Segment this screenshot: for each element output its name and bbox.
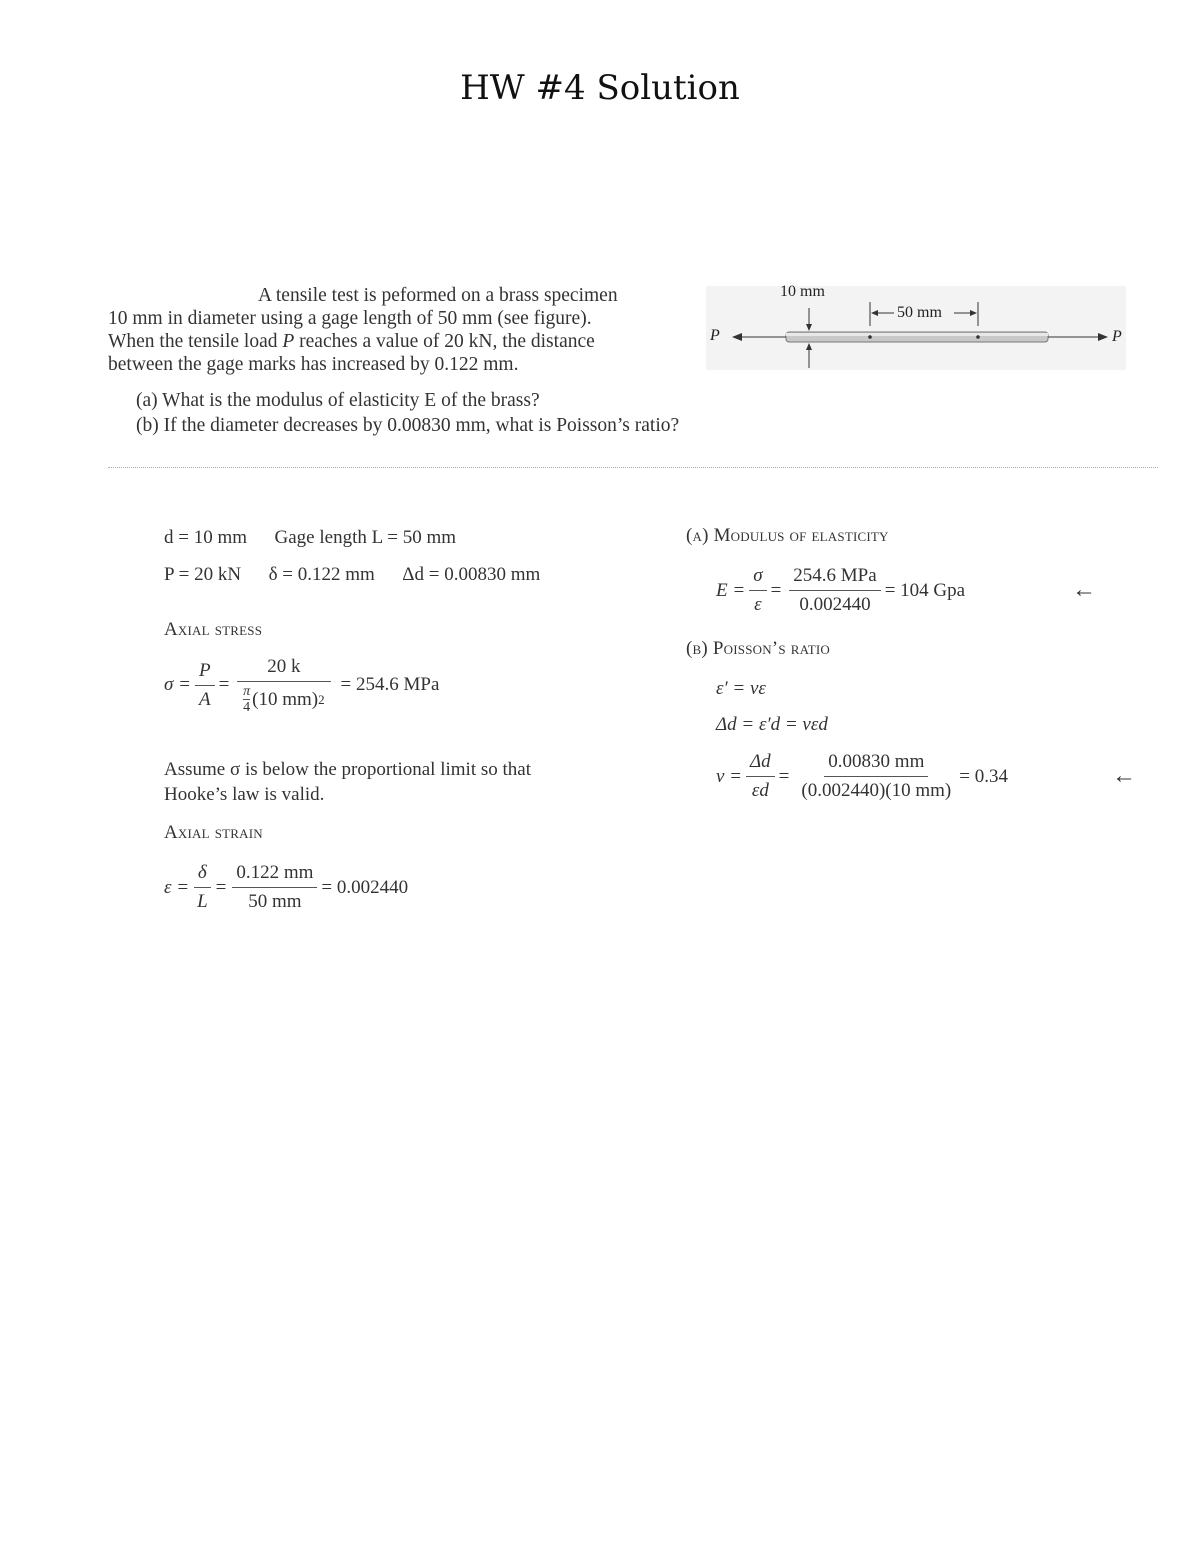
modulus-lhs: E = xyxy=(716,579,746,601)
diameter-label: 10 mm xyxy=(780,283,825,300)
given-row-1 xyxy=(164,527,456,549)
modulus-fraction-1: $\frac{\sigma}{\varepsilon}$ xyxy=(749,564,766,617)
stress-fraction-2: 20 k π 4 (10 mm) 2 xyxy=(237,655,330,715)
axial-strain-equation: ε = $\frac{\delta}{L}$ = $\frac{0.122 mm}{50 mm}$ = 0.002440 xyxy=(164,862,409,912)
stress-lhs: σ = xyxy=(164,674,191,695)
part-a-heading: (a) Modulus of elasticity xyxy=(686,525,889,546)
question-a: (a) What is the modulus of elasticity E of the brass? xyxy=(136,390,540,411)
answer-arrow-icon: ← xyxy=(1112,763,1136,789)
gage-mark-right xyxy=(976,335,980,339)
poisson-fraction-2: $\frac{0.00830 mm}{(0.002440)(10 mm)}$ xyxy=(801,751,952,801)
poisson-lhs: ν = xyxy=(716,765,743,787)
modulus-result: = 104 Gpa xyxy=(884,579,966,601)
section-divider xyxy=(108,467,1158,468)
specimen-figure xyxy=(706,280,1126,370)
answer-arrow-icon: ← xyxy=(1072,577,1096,603)
poisson-relation-2: Δd = ε′d = νεd xyxy=(716,714,828,735)
given-load: P = 20 kN xyxy=(164,564,242,585)
given-diameter: d = 10 mm xyxy=(164,527,248,548)
stress-fraction-1: $\frac{P}{A}$ xyxy=(195,659,215,712)
part-b-equation: ν = $\frac{\Delta d}{\varepsilon d}$ = $\frac{0.00830 mm}{(0.002440)(10 mm)}$ = 0.34 ← xyxy=(716,751,1136,801)
questions xyxy=(136,389,836,437)
poisson-result: = 0.34 xyxy=(959,765,1008,787)
assumption-note: Assume σ is below the proportional limit so that Hooke’s law is valid. xyxy=(164,759,531,805)
given-gage-length: Gage length L = 50 mm xyxy=(274,527,457,548)
stress-result: = 254.6 MPa xyxy=(340,674,440,695)
problem-line-2: 10 mm in diameter using a gage length of 50 mm (see figure). xyxy=(108,308,592,329)
problem-line-4: between the gage marks has increased by 0.122 mm. xyxy=(108,354,519,375)
load-label-right: P xyxy=(1112,328,1122,345)
problem-line-3: When the tensile load P reaches a value of 20 kN, the distance xyxy=(108,331,595,352)
axial-stress-equation: σ = $\frac{P}{A}$ = 20 k π 4 (10 mm) 2 = 254.6 MPa xyxy=(164,656,440,715)
part-b-heading: (b) Poisson’s ratio xyxy=(686,638,830,659)
problem-line-1: A tensile test is peformed on a brass specimen xyxy=(258,285,618,306)
poisson-relation-1: ε′ = νε xyxy=(716,678,766,699)
given-row-2 xyxy=(164,564,540,586)
modulus-fraction-2: $\frac{\text{254.6 MPa}}{0.002440}$ xyxy=(789,564,880,617)
gage-mark-left xyxy=(868,335,872,339)
axial-stress-heading: Axial stress xyxy=(164,619,263,640)
specimen-diagram xyxy=(706,280,1126,370)
strain-fraction-2: $\frac{0.122 mm}{50 mm}$ xyxy=(232,861,317,914)
part-a-equation: E = $\frac{\sigma}{\varepsilon}$ = $\frac{\text{254.6 MPa}}{0.002440}$ = 104 Gpa ← xyxy=(716,565,1096,615)
strain-lhs: ε = xyxy=(164,876,190,898)
poisson-fraction-1: $\frac{\Delta d}{\varepsilon d}$ xyxy=(746,750,775,803)
given-diameter-change: Δd = 0.00830 mm xyxy=(402,564,541,585)
strain-fraction-1: $\frac{\delta}{L}$ xyxy=(193,861,212,914)
load-label-left: P xyxy=(710,327,720,344)
specimen-highlight xyxy=(786,333,1048,336)
axial-strain-heading: Axial strain xyxy=(164,822,263,843)
problem-statement xyxy=(108,284,688,376)
given-elongation: δ = 0.122 mm xyxy=(268,564,375,585)
gage-length-label: 50 mm xyxy=(897,304,942,321)
page-title: HW #4 Solution xyxy=(460,68,740,108)
question-b: (b) If the diameter decreases by 0.00830 mm, what is Poisson’s ratio? xyxy=(136,415,680,436)
strain-result: = 0.002440 xyxy=(321,876,409,898)
